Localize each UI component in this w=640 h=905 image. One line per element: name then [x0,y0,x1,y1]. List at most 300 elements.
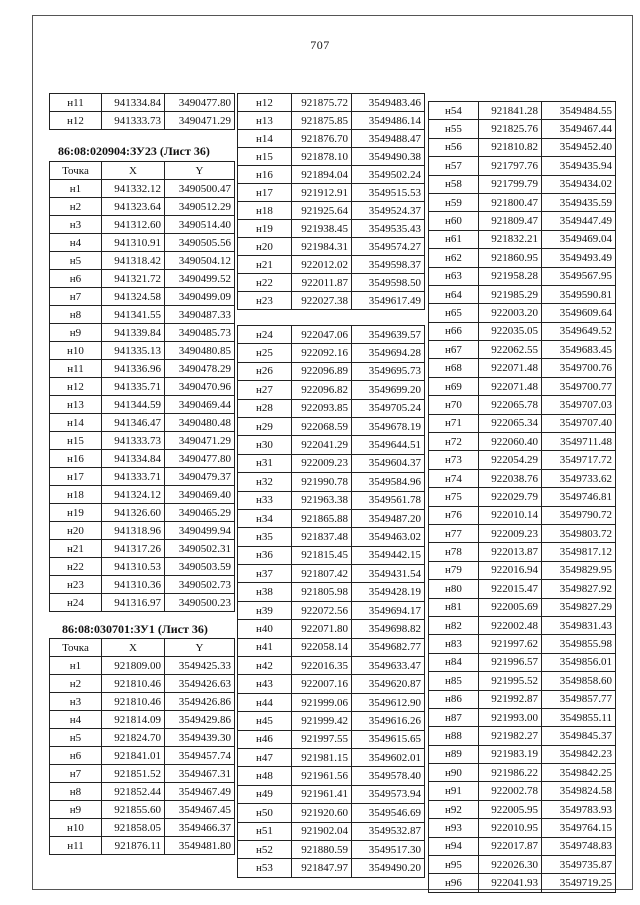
x-coordinate: 921809.47 [479,212,542,230]
x-coordinate: 921993.00 [479,708,542,726]
table-row [429,690,616,708]
y-coordinate: 3549855.98 [542,635,616,653]
x-coordinate: 922027.38 [292,292,352,310]
table-row [429,727,616,745]
point-id: н24 [238,326,292,344]
point-id: н56 [429,138,479,156]
y-coordinate: 3549532.87 [352,822,425,840]
table-row [429,102,616,120]
y-coordinate: 3549502.24 [352,166,425,184]
table-row [238,509,425,527]
table-row [50,783,235,801]
y-coordinate: 3549620.87 [352,675,425,693]
column-header: Точка [50,162,102,180]
table-row [238,362,425,380]
point-id: н93 [429,819,479,837]
y-coordinate: 3549842.25 [542,764,616,782]
table-row [429,616,616,634]
table-row [238,620,425,638]
y-coordinate: 3549649.52 [542,322,616,340]
x-coordinate: 921809.00 [102,657,165,675]
table-row [238,748,425,766]
x-coordinate: 922017.87 [479,837,542,855]
table-row [238,638,425,656]
table-row [429,800,616,818]
table-row [238,767,425,785]
x-coordinate: 922010.14 [479,506,542,524]
x-coordinate: 922065.34 [479,414,542,432]
point-id: н2 [50,675,102,693]
table-row [238,148,425,166]
page-number: 707 [310,38,330,52]
table-row [238,675,425,693]
point-id: н83 [429,635,479,653]
x-coordinate: 921982.27 [479,727,542,745]
y-coordinate: 3549515.53 [352,184,425,202]
table-row [238,417,425,435]
y-coordinate: 3549561.78 [352,491,425,509]
point-id: н30 [238,436,292,454]
x-coordinate: 941323.64 [102,198,165,216]
y-coordinate: 3549855.11 [542,708,616,726]
x-coordinate: 921875.85 [292,112,352,130]
point-id: н8 [50,783,102,801]
x-coordinate: 922013.87 [479,543,542,561]
point-id: н16 [50,450,102,468]
point-id: н46 [238,730,292,748]
point-id: н85 [429,672,479,690]
table-row [50,396,235,414]
point-id: н7 [50,288,102,306]
table-row [238,785,425,803]
point-id: н78 [429,543,479,561]
table-row [50,180,235,198]
point-id: н89 [429,745,479,763]
point-id: н44 [238,693,292,711]
x-coordinate: 922065.78 [479,396,542,414]
table-row [429,506,616,524]
table-row [429,285,616,303]
y-coordinate: 3490477.80 [165,450,235,468]
y-coordinate: 3549483.46 [352,94,425,112]
coords-table-col2-a [237,93,425,310]
point-id: н52 [238,840,292,858]
x-coordinate: 921865.88 [292,509,352,527]
y-coordinate: 3549764.15 [542,819,616,837]
point-id: н11 [50,360,102,378]
x-coordinate: 921855.60 [102,801,165,819]
table-row [429,764,616,782]
y-coordinate: 3549633.47 [352,657,425,675]
coords-table-col2-b [237,325,425,878]
table-row [238,381,425,399]
table-row [238,657,425,675]
point-id: н14 [50,414,102,432]
x-coordinate: 922007.16 [292,675,352,693]
y-coordinate: 3549683.45 [542,341,616,359]
table-row [50,378,235,396]
y-coordinate: 3549711.48 [542,433,616,451]
y-coordinate: 3490499.09 [165,288,235,306]
point-id: н42 [238,657,292,675]
x-coordinate: 921841.01 [102,747,165,765]
x-coordinate: 941312.60 [102,216,165,234]
x-coordinate: 921997.62 [479,635,542,653]
point-id: н10 [50,342,102,360]
y-coordinate: 3490479.37 [165,468,235,486]
x-coordinate: 922060.40 [479,433,542,451]
point-id: н11 [50,837,102,855]
point-id: н14 [238,130,292,148]
x-coordinate: 941333.73 [102,112,165,130]
point-id: н82 [429,616,479,634]
table-row [238,712,425,730]
table-row [429,469,616,487]
y-coordinate: 3549604.37 [352,454,425,472]
table-row [50,360,235,378]
y-coordinate: 3549827.29 [542,598,616,616]
point-id: н81 [429,598,479,616]
coords-table-col1-top [49,93,235,130]
y-coordinate: 3549616.26 [352,712,425,730]
y-coordinate: 3549578.40 [352,767,425,785]
y-coordinate: 3549517.30 [352,840,425,858]
table-row [429,782,616,800]
table-row [50,765,235,783]
y-coordinate: 3549857.77 [542,690,616,708]
y-coordinate: 3549487.20 [352,509,425,527]
y-coordinate: 3549612.90 [352,693,425,711]
x-coordinate: 941326.60 [102,504,165,522]
point-id: н32 [238,473,292,491]
point-id: н94 [429,837,479,855]
table-row [238,202,425,220]
x-coordinate: 921805.98 [292,583,352,601]
table-row [429,249,616,267]
y-coordinate: 3549447.49 [542,212,616,230]
y-coordinate: 3549425.33 [165,657,235,675]
table-row [50,801,235,819]
y-coordinate: 3490469.44 [165,396,235,414]
point-id: н13 [50,396,102,414]
y-coordinate: 3549707.40 [542,414,616,432]
x-coordinate: 921841.28 [479,102,542,120]
y-coordinate: 3549733.62 [542,469,616,487]
point-id: н84 [429,653,479,671]
table-row [238,399,425,417]
x-coordinate: 922058.14 [292,638,352,656]
column-header: X [102,639,165,657]
x-coordinate: 922009.23 [292,454,352,472]
table-row [238,436,425,454]
x-coordinate: 921938.45 [292,220,352,238]
y-coordinate: 3549428.19 [352,583,425,601]
y-coordinate: 3549535.43 [352,220,425,238]
table-row [429,267,616,285]
point-id: н28 [238,399,292,417]
x-coordinate: 921852.44 [102,783,165,801]
table-row [238,840,425,858]
y-coordinate: 3549469.04 [542,230,616,248]
table-row [238,112,425,130]
point-id: н40 [238,620,292,638]
x-coordinate: 941334.84 [102,94,165,112]
point-id: н17 [50,468,102,486]
point-id: н20 [50,522,102,540]
y-coordinate: 3549584.96 [352,473,425,491]
point-id: н15 [238,148,292,166]
point-id: н17 [238,184,292,202]
point-id: н5 [50,252,102,270]
point-id: н62 [429,249,479,267]
y-coordinate: 3549434.02 [542,175,616,193]
table-row [429,837,616,855]
table-row [238,693,425,711]
x-coordinate: 921961.41 [292,785,352,803]
y-coordinate: 3490499.94 [165,522,235,540]
y-coordinate: 3549615.65 [352,730,425,748]
table-header-row [50,162,235,180]
y-coordinate: 3549467.45 [165,801,235,819]
y-coordinate: 3549463.02 [352,528,425,546]
y-coordinate: 3549705.24 [352,399,425,417]
table-row [238,256,425,274]
y-coordinate: 3490502.31 [165,540,235,558]
y-coordinate: 3490471.29 [165,432,235,450]
point-id: н90 [429,764,479,782]
coords-table-col3 [428,101,616,893]
x-coordinate: 941310.91 [102,234,165,252]
x-coordinate: 922026.30 [479,856,542,874]
x-coordinate: 922054.29 [479,451,542,469]
x-coordinate: 922016.35 [292,657,352,675]
table-row [429,672,616,690]
point-id: н5 [50,729,102,747]
table-row [238,184,425,202]
column-header: Y [165,639,235,657]
point-id: н34 [238,509,292,527]
y-coordinate: 3549602.01 [352,748,425,766]
table-row [238,238,425,256]
column-header: X [102,162,165,180]
table-row [238,274,425,292]
y-coordinate: 3549435.59 [542,193,616,211]
point-id: н70 [429,396,479,414]
y-coordinate: 3490500.47 [165,180,235,198]
x-coordinate: 921837.48 [292,528,352,546]
y-coordinate: 3490514.40 [165,216,235,234]
point-id: н92 [429,800,479,818]
table-row [238,601,425,619]
table-row [429,598,616,616]
y-coordinate: 3549783.93 [542,800,616,818]
point-id: н27 [238,381,292,399]
y-coordinate: 3549457.74 [165,747,235,765]
table-row [429,874,616,892]
x-coordinate: 921810.46 [102,693,165,711]
x-coordinate: 921996.57 [479,653,542,671]
x-coordinate: 922071.48 [479,359,542,377]
y-coordinate: 3549467.31 [165,765,235,783]
point-id: н86 [429,690,479,708]
point-id: н38 [238,583,292,601]
y-coordinate: 3549488.47 [352,130,425,148]
point-id: н4 [50,711,102,729]
point-id: н80 [429,580,479,598]
y-coordinate: 3490485.73 [165,324,235,342]
table-row [50,729,235,747]
x-coordinate: 941321.72 [102,270,165,288]
table-row [429,396,616,414]
point-id: н68 [429,359,479,377]
x-coordinate: 921985.29 [479,285,542,303]
point-id: н45 [238,712,292,730]
y-coordinate: 3490477.80 [165,94,235,112]
x-coordinate: 921902.04 [292,822,352,840]
table-row [429,157,616,175]
table-row [50,288,235,306]
point-id: н12 [50,378,102,396]
x-coordinate: 922011.87 [292,274,352,292]
x-coordinate: 921997.55 [292,730,352,748]
x-coordinate: 921800.47 [479,193,542,211]
y-coordinate: 3549426.63 [165,675,235,693]
table-row [50,450,235,468]
column-header: Точка [50,639,102,657]
table-row [429,377,616,395]
table-row [429,175,616,193]
x-coordinate: 922071.48 [479,377,542,395]
x-coordinate: 941324.58 [102,288,165,306]
x-coordinate: 921986.22 [479,764,542,782]
point-id: н16 [238,166,292,184]
y-coordinate: 3549719.25 [542,874,616,892]
table-row [429,819,616,837]
x-coordinate: 922010.95 [479,819,542,837]
point-id: н1 [50,657,102,675]
x-coordinate: 922029.79 [479,488,542,506]
table-row [238,220,425,238]
table-row [429,653,616,671]
x-coordinate: 921825.76 [479,120,542,138]
point-id: н35 [238,528,292,546]
x-coordinate: 941310.36 [102,576,165,594]
x-coordinate: 922096.89 [292,362,352,380]
x-coordinate: 921894.04 [292,166,352,184]
table-row [429,193,616,211]
x-coordinate: 921992.87 [479,690,542,708]
x-coordinate: 941333.73 [102,432,165,450]
point-id: н75 [429,488,479,506]
y-coordinate: 3549467.44 [542,120,616,138]
table-row [50,216,235,234]
x-coordinate: 941346.47 [102,414,165,432]
x-coordinate: 921961.56 [292,767,352,785]
y-coordinate: 3549790.72 [542,506,616,524]
point-id: н65 [429,304,479,322]
coords-table-zu23 [49,161,235,612]
point-id: н37 [238,565,292,583]
x-coordinate: 941318.42 [102,252,165,270]
point-id: н13 [238,112,292,130]
table-row [429,230,616,248]
table-header-row [50,639,235,657]
x-coordinate: 922096.82 [292,381,352,399]
y-coordinate: 3549524.37 [352,202,425,220]
point-id: н23 [50,576,102,594]
y-coordinate: 3549490.20 [352,859,425,877]
y-coordinate: 3549695.73 [352,362,425,380]
point-id: н43 [238,675,292,693]
x-coordinate: 921880.59 [292,840,352,858]
y-coordinate: 3549574.27 [352,238,425,256]
point-id: н71 [429,414,479,432]
table-row [50,234,235,252]
table-row [50,468,235,486]
table-row [50,432,235,450]
table-row [238,491,425,509]
point-id: н2 [50,198,102,216]
x-coordinate: 921912.91 [292,184,352,202]
table-row [429,635,616,653]
y-coordinate: 3549617.49 [352,292,425,310]
x-coordinate: 922002.78 [479,782,542,800]
point-id: н58 [429,175,479,193]
point-id: н23 [238,292,292,310]
y-coordinate: 3549698.82 [352,620,425,638]
point-id: н87 [429,708,479,726]
y-coordinate: 3549735.87 [542,856,616,874]
x-coordinate: 921981.15 [292,748,352,766]
point-id: н39 [238,601,292,619]
table-row [429,304,616,322]
table-row [50,198,235,216]
table-row [50,675,235,693]
y-coordinate: 3490487.33 [165,306,235,324]
y-coordinate: 3549694.17 [352,601,425,619]
y-coordinate: 3549827.92 [542,580,616,598]
y-coordinate: 3549481.80 [165,837,235,855]
x-coordinate: 922041.29 [292,436,352,454]
point-id: н67 [429,341,479,359]
table-row [429,543,616,561]
y-coordinate: 3549452.40 [542,138,616,156]
point-id: н63 [429,267,479,285]
table-row [429,433,616,451]
point-id: н55 [429,120,479,138]
point-id: н6 [50,270,102,288]
y-coordinate: 3490478.29 [165,360,235,378]
y-coordinate: 3549426.86 [165,693,235,711]
table-row [50,540,235,558]
point-id: н72 [429,433,479,451]
column-header: Y [165,162,235,180]
point-id: н49 [238,785,292,803]
x-coordinate: 922072.56 [292,601,352,619]
y-coordinate: 3549573.94 [352,785,425,803]
point-id: н76 [429,506,479,524]
y-coordinate: 3490505.56 [165,234,235,252]
x-coordinate: 922041.93 [479,874,542,892]
table-row [429,451,616,469]
y-coordinate: 3549486.14 [352,112,425,130]
y-coordinate: 3490512.29 [165,198,235,216]
table-row [238,292,425,310]
table-row [429,580,616,598]
point-id: н11 [50,94,102,112]
table-row [238,804,425,822]
point-id: н19 [238,220,292,238]
